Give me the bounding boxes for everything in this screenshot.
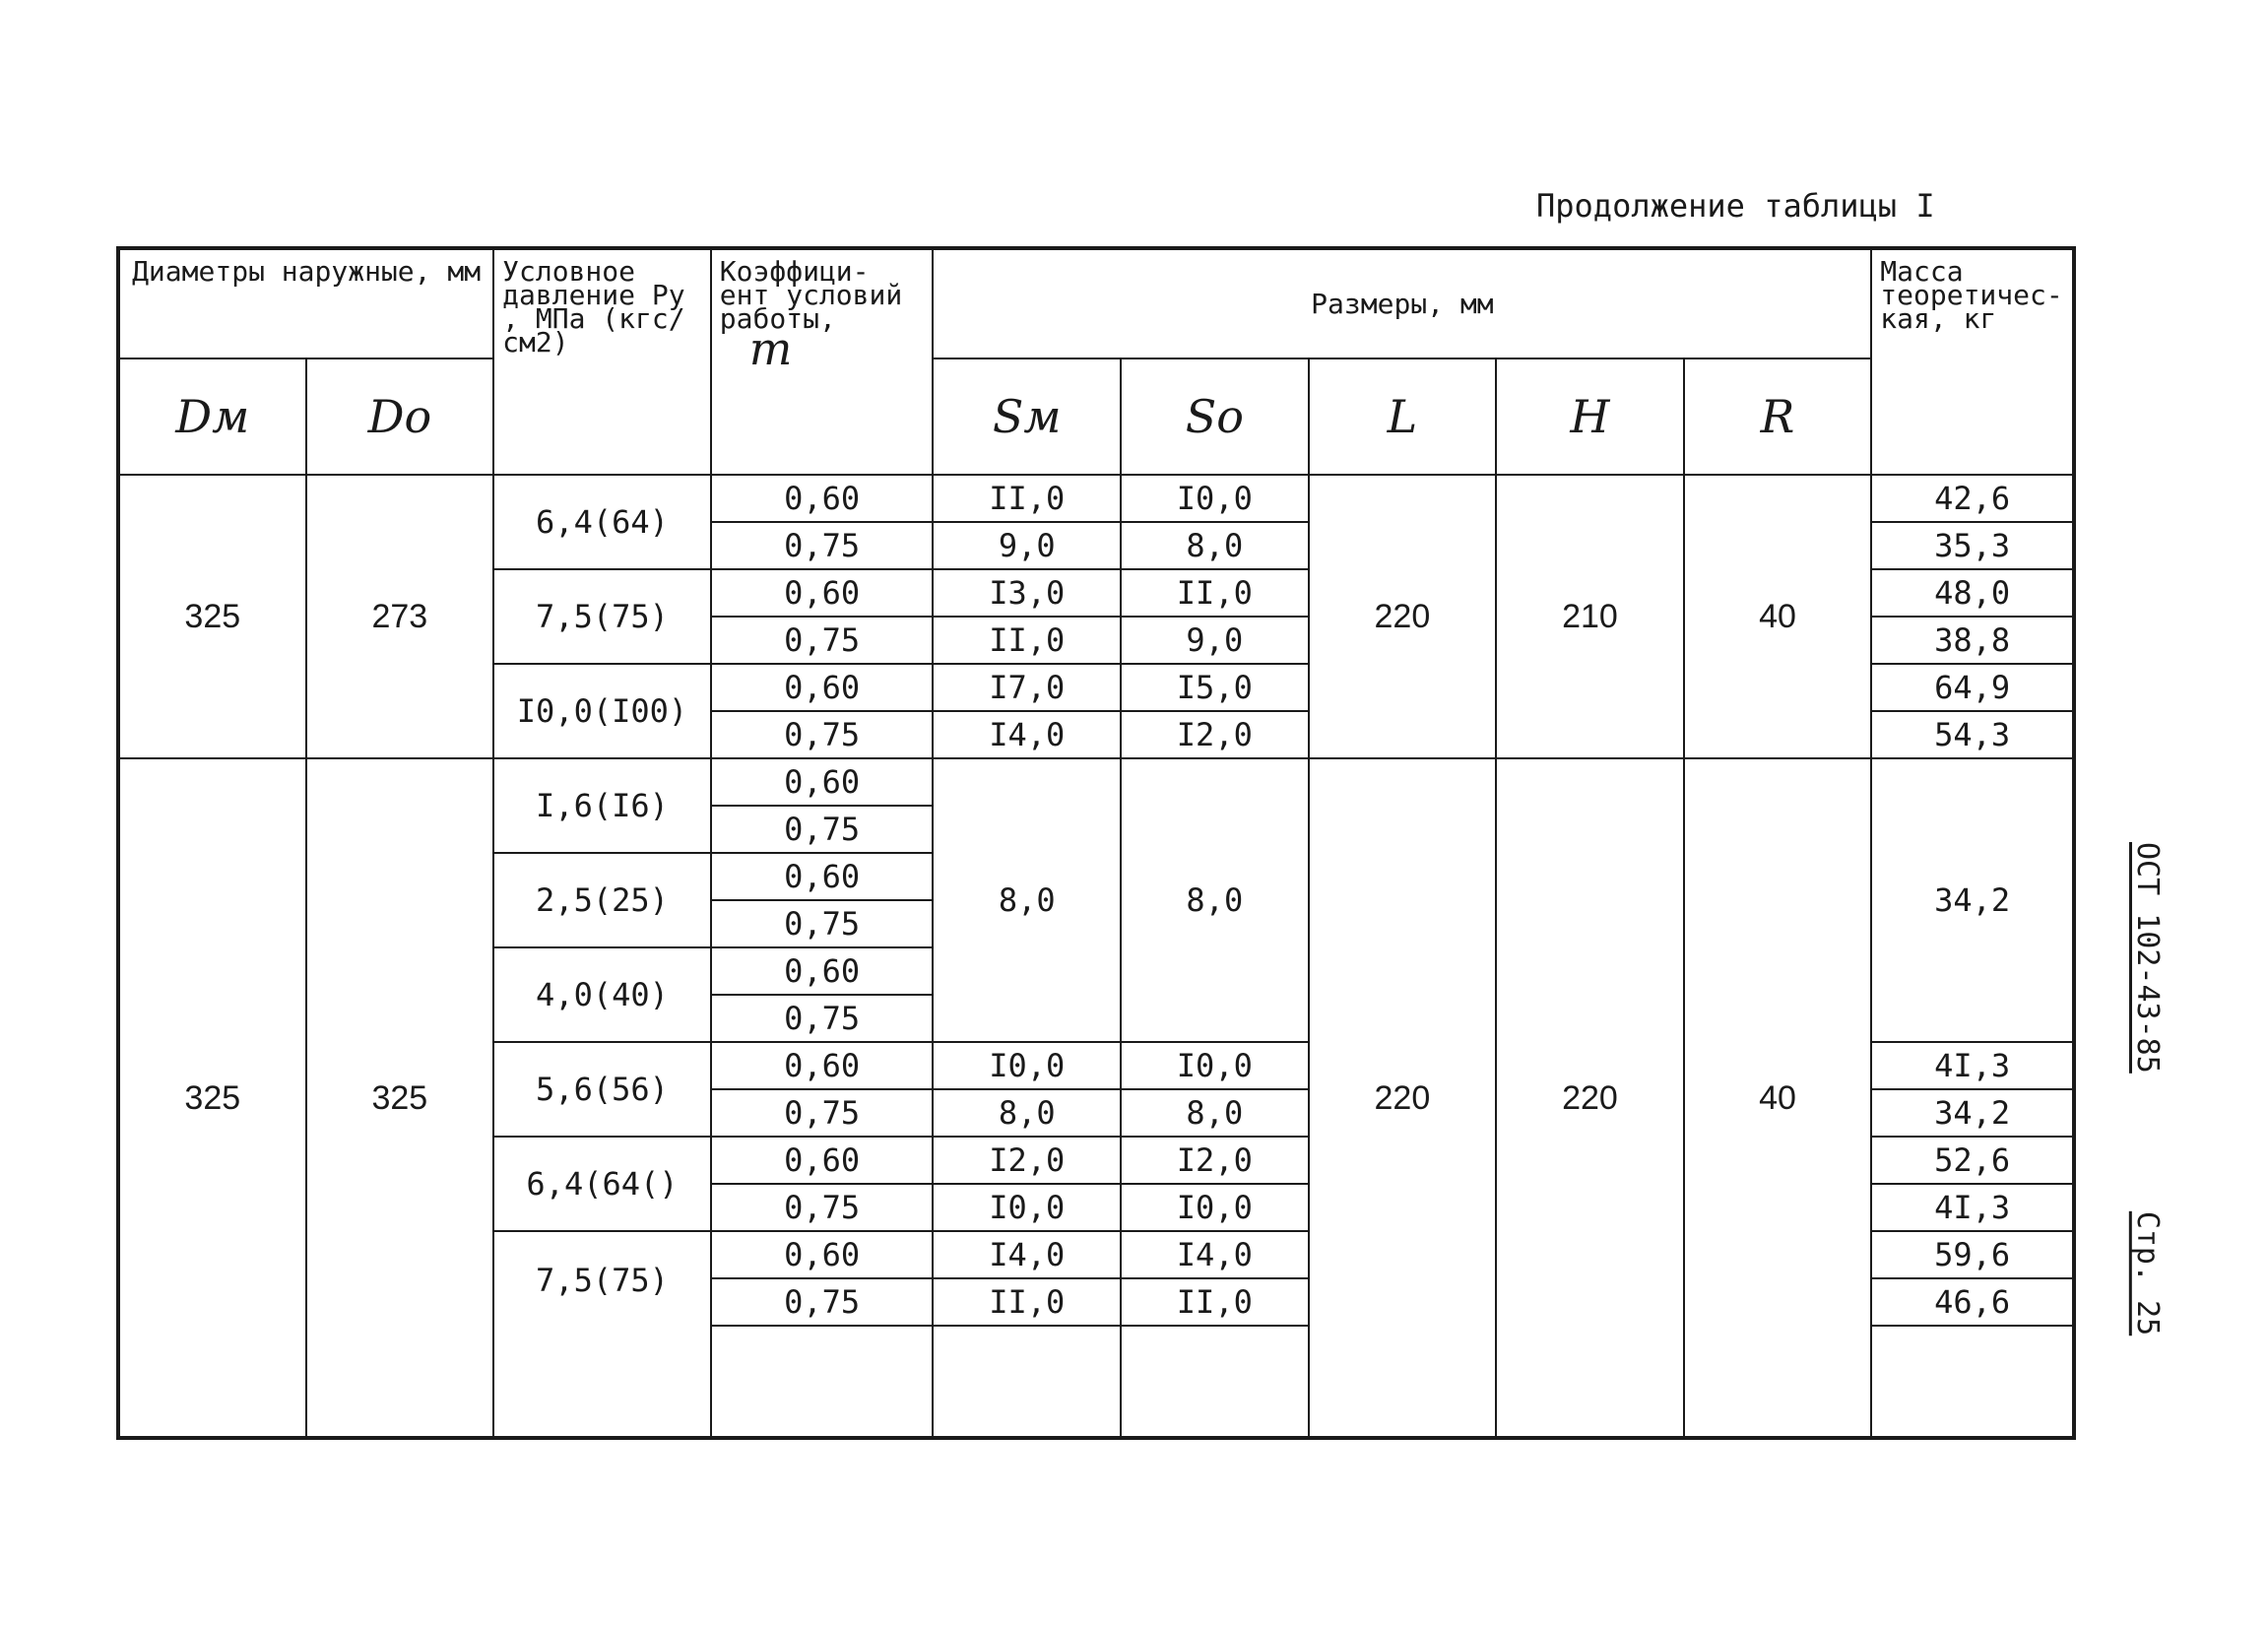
group1-r: 40 (1684, 475, 1872, 758)
cell-m: 0,75 (711, 1278, 934, 1326)
group1-pressure-2: 7,5(75) (493, 569, 711, 664)
cell-so: I0,0 (1121, 1042, 1309, 1089)
header-coefficient-symbol: m (748, 322, 793, 375)
group2-shared-mass: 34,2 (1871, 758, 2074, 1042)
group2-pressure-5: 6,4(64() (493, 1137, 711, 1231)
header-pressure: Условное давление Ру , МПа (кгс/см2) (493, 248, 711, 475)
cell-m: 0,75 (711, 1184, 934, 1231)
group2-dm: 325 (118, 758, 306, 1438)
group2-pressure-6: 7,5(75) (493, 1231, 711, 1438)
cell-so: 8,0 (1121, 522, 1309, 569)
cell-mass: 46,6 (1871, 1278, 2074, 1326)
group2-shared-so: 8,0 (1121, 758, 1309, 1042)
cell-m: 0,60 (711, 947, 934, 995)
header-do: Dо (306, 358, 494, 475)
cell-mass: 42,6 (1871, 475, 2074, 522)
cell-so: I2,0 (1121, 711, 1309, 758)
cell-so: I0,0 (1121, 475, 1309, 522)
header-row-1 (118, 248, 2074, 358)
group1-do: 273 (306, 475, 494, 758)
cell-so: II,0 (1121, 569, 1309, 617)
cell-sm: 9,0 (933, 522, 1121, 569)
table-caption: Продолжение таблицы I (1536, 187, 1935, 225)
cell-sm: I0,0 (933, 1184, 1121, 1231)
cell-sm: I7,0 (933, 664, 1121, 711)
group2-shared-sm: 8,0 (933, 758, 1121, 1042)
cell-m: 0,60 (711, 569, 934, 617)
cell-m: 0,75 (711, 900, 934, 947)
standard-code: ОСТ 102-43-85 (2130, 842, 2165, 1074)
cell-sm: 8,0 (933, 1089, 1121, 1137)
cell-m: 0,75 (711, 617, 934, 664)
header-diameters: Диаметры наружные, мм (118, 248, 493, 358)
group2-l: 220 (1309, 758, 1497, 1438)
header-so: Sо (1121, 358, 1309, 475)
cell-m: 0,75 (711, 1089, 934, 1137)
cell-so: I0,0 (1121, 1184, 1309, 1231)
cell-mass: 52,6 (1871, 1137, 2074, 1184)
cell-sm: I0,0 (933, 1042, 1121, 1089)
header-sm: Sм (933, 358, 1121, 475)
cell-sm: I4,0 (933, 711, 1121, 758)
cell-mass: 54,3 (1871, 711, 2074, 758)
cell-m: 0,60 (711, 664, 934, 711)
group1-dm: 325 (118, 475, 306, 758)
table-row (118, 475, 2074, 522)
document-code-margin (2117, 842, 2176, 1394)
cell-so: II,0 (1121, 1278, 1309, 1326)
cell-mass: 48,0 (1871, 569, 2074, 617)
cell-mass: 64,9 (1871, 664, 2074, 711)
cell-so: I4,0 (1121, 1231, 1309, 1278)
cell-sm: II,0 (933, 1278, 1121, 1326)
group2-pressure-2: 2,5(25) (493, 853, 711, 947)
header-sizes: Размеры, мм (933, 248, 1871, 358)
header-r: R (1684, 358, 1872, 475)
cell-m: 0,75 (711, 522, 934, 569)
empty-cell (1121, 1326, 1309, 1438)
cell-so: 8,0 (1121, 1089, 1309, 1137)
group1-h: 210 (1496, 475, 1684, 758)
group1-pressure-3: I0,0(I00) (493, 664, 711, 758)
cell-mass: 4I,3 (1871, 1184, 2074, 1231)
cell-so: 9,0 (1121, 617, 1309, 664)
cell-sm: I3,0 (933, 569, 1121, 617)
header-row-2 (118, 358, 2074, 475)
pipe-dimensions-table (116, 246, 2076, 1440)
group2-pressure-4: 5,6(56) (493, 1042, 711, 1137)
group1-pressure-1: 6,4(64) (493, 475, 711, 569)
group2-h: 220 (1496, 758, 1684, 1438)
table-row (118, 758, 2074, 806)
group1-l: 220 (1309, 475, 1497, 758)
header-h: H (1496, 358, 1684, 475)
cell-sm: I2,0 (933, 1137, 1121, 1184)
cell-sm: I4,0 (933, 1231, 1121, 1278)
cell-mass: 34,2 (1871, 1089, 2074, 1137)
cell-m: 0,60 (711, 758, 934, 806)
empty-cell (1871, 1326, 2074, 1438)
page-number: Стр. 25 (2130, 1210, 2165, 1336)
empty-cell (933, 1326, 1121, 1438)
cell-mass: 38,8 (1871, 617, 2074, 664)
cell-so: I2,0 (1121, 1137, 1309, 1184)
cell-m: 0,60 (711, 1231, 934, 1278)
header-coefficient-label: Коэффици- ент условий работы, (719, 255, 903, 335)
group2-pressure-3: 4,0(40) (493, 947, 711, 1042)
cell-m: 0,75 (711, 711, 934, 758)
header-dm: Dм (118, 358, 306, 475)
cell-mass: 35,3 (1871, 522, 2074, 569)
empty-cell (711, 1326, 934, 1438)
cell-m: 0,75 (711, 806, 934, 853)
header-l: L (1309, 358, 1497, 475)
header-mass: Масса теоретичес- кая, кг (1871, 248, 2074, 475)
group2-do: 325 (306, 758, 494, 1438)
cell-m: 0,75 (711, 995, 934, 1042)
cell-m: 0,60 (711, 475, 934, 522)
cell-sm: II,0 (933, 617, 1121, 664)
cell-m: 0,60 (711, 1042, 934, 1089)
cell-sm: II,0 (933, 475, 1121, 522)
group2-pressure-1: I,6(I6) (493, 758, 711, 853)
cell-m: 0,60 (711, 853, 934, 900)
group2-r: 40 (1684, 758, 1872, 1438)
cell-mass: 4I,3 (1871, 1042, 2074, 1089)
cell-mass: 59,6 (1871, 1231, 2074, 1278)
header-coefficient (711, 248, 934, 475)
cell-m: 0,60 (711, 1137, 934, 1184)
cell-so: I5,0 (1121, 664, 1309, 711)
